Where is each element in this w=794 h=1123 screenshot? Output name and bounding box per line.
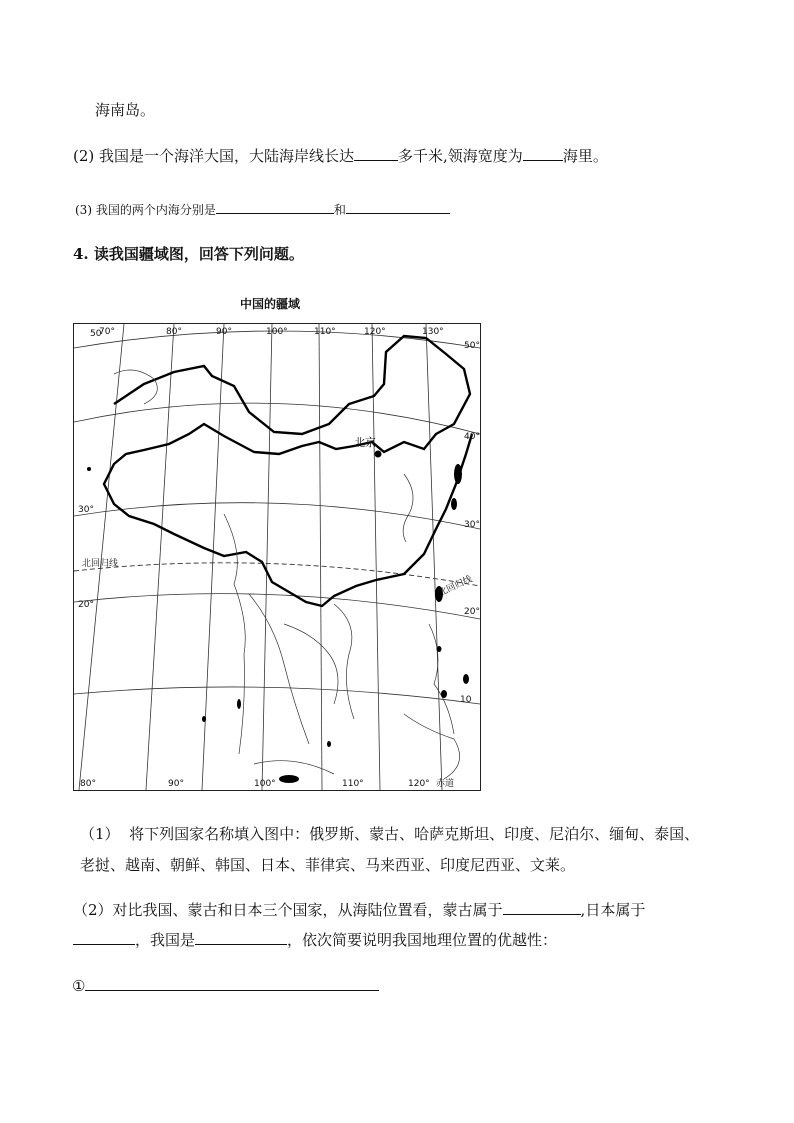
answer-1-line [72,976,379,996]
china-position-blank[interactable] [195,930,287,945]
lat-10-line [74,687,480,704]
china-territory-map [73,323,481,791]
q3-sub2 [73,146,608,166]
q3-sub3-and: 和 [333,203,346,217]
q4-sub1-line1 [80,824,699,844]
lat-right-label: 10 [460,695,472,705]
lon-top-label: 120° [364,327,386,337]
lat-right-label: 30° [464,520,480,530]
q4-sub1-line2 [80,855,575,875]
lon-top-label: 130° [422,327,444,337]
q4-sub2-japan: ,日本属于 [580,901,646,919]
mongolia-position-blank[interactable] [503,900,581,915]
q4-sub1-text1: 将下列国家名称填入图中：俄罗斯、蒙古、哈萨克斯坦、印度、尼泊尔、缅甸、泰国、 [129,825,700,843]
q3-line-top: 海南岛。 [95,101,156,119]
lon-top-label: 70° [99,327,115,337]
q4-sub2-prefix: （2）对比我国、蒙古和日本三个国家，从海陆位置看，蒙古属于 [73,901,503,919]
japan-position-blank[interactable] [73,930,135,945]
q4-sub2-end: ，依次简要说明我国地理位置的优越性： [287,931,558,949]
lon-80-line [146,324,174,790]
lat-right-label: 40° [464,432,480,442]
lon-top-label: 100° [266,327,288,337]
taiwan-shape [454,464,462,484]
lon-100-line [262,324,272,790]
lon-top-label: 110° [314,327,336,337]
longitude-lines [79,324,442,790]
neighbor-outlines [114,370,460,779]
lon-110-line [319,324,322,790]
beijing-marker [375,451,382,458]
q3-sub2-prefix: (2) 我国是一个海洋大国，大陆海岸线长达 [73,147,355,165]
q4-heading: 4. 读我国疆域图，回答下列问题。 [73,245,304,263]
q4-sub2-line2 [73,930,557,950]
lat-left-label: 30° [78,505,94,515]
inland-sea-2-blank[interactable] [346,199,450,214]
answer-1-mark: ① [72,977,86,995]
lon-bottom-label: 110° [342,779,364,789]
tropic-right-label: 北回归线 [437,574,474,599]
lon-70-line [79,324,124,790]
lat-right-label: 50° [464,341,480,351]
inland-sea-1-blank[interactable] [216,199,334,214]
map-svg [74,324,480,790]
advantage-answer-blank[interactable] [85,976,379,991]
lat-left-label: 50 [90,329,102,339]
q3-sub3 [75,199,450,220]
equator-label: 赤道 [436,779,455,789]
lon-bottom-label: 120° [408,779,430,789]
q4-sub1-number: （1） [80,825,120,843]
islands [87,464,469,783]
coastline-length-blank[interactable] [354,146,398,161]
q3-sub2-end: 海里。 [562,147,608,165]
q3-sub3-prefix: (3) [75,203,92,217]
beijing-label: 北京 [354,436,376,449]
lon-bottom-label: 90° [168,779,184,789]
lat-20-line [74,594,480,619]
q3-hainan-line [95,100,155,120]
lon-top-label: 80° [166,327,182,337]
q3-sub3-text: 我国的两个内海分别是 [95,203,216,217]
lon-bottom-label: 100° [254,779,276,789]
q3-sub2-mid: 多千米,领海宽度为 [398,147,523,165]
map-title: 中国的疆域 [240,297,301,311]
lon-bottom-label: 80° [80,779,96,789]
lat-30-line [74,503,480,529]
q4-sub2-china: ，我国是 [135,931,196,949]
lon-130-line [426,324,442,790]
lon-top-label: 90° [216,327,232,337]
tropic-left-label: 北回归线 [82,559,119,569]
territorial-sea-blank[interactable] [523,146,563,161]
q4-sub2-line1 [73,900,645,920]
lat-40-line [74,403,480,434]
lat-right-label: 20° [464,607,480,617]
q4-sub1-text2: 老挝、越南、朝鲜、韩国、日本、菲律宾、马来西亚、印度尼西亚、文莱。 [80,856,576,874]
lat-left-label: 20° [78,600,94,610]
tropic-of-cancer-line [74,563,480,586]
